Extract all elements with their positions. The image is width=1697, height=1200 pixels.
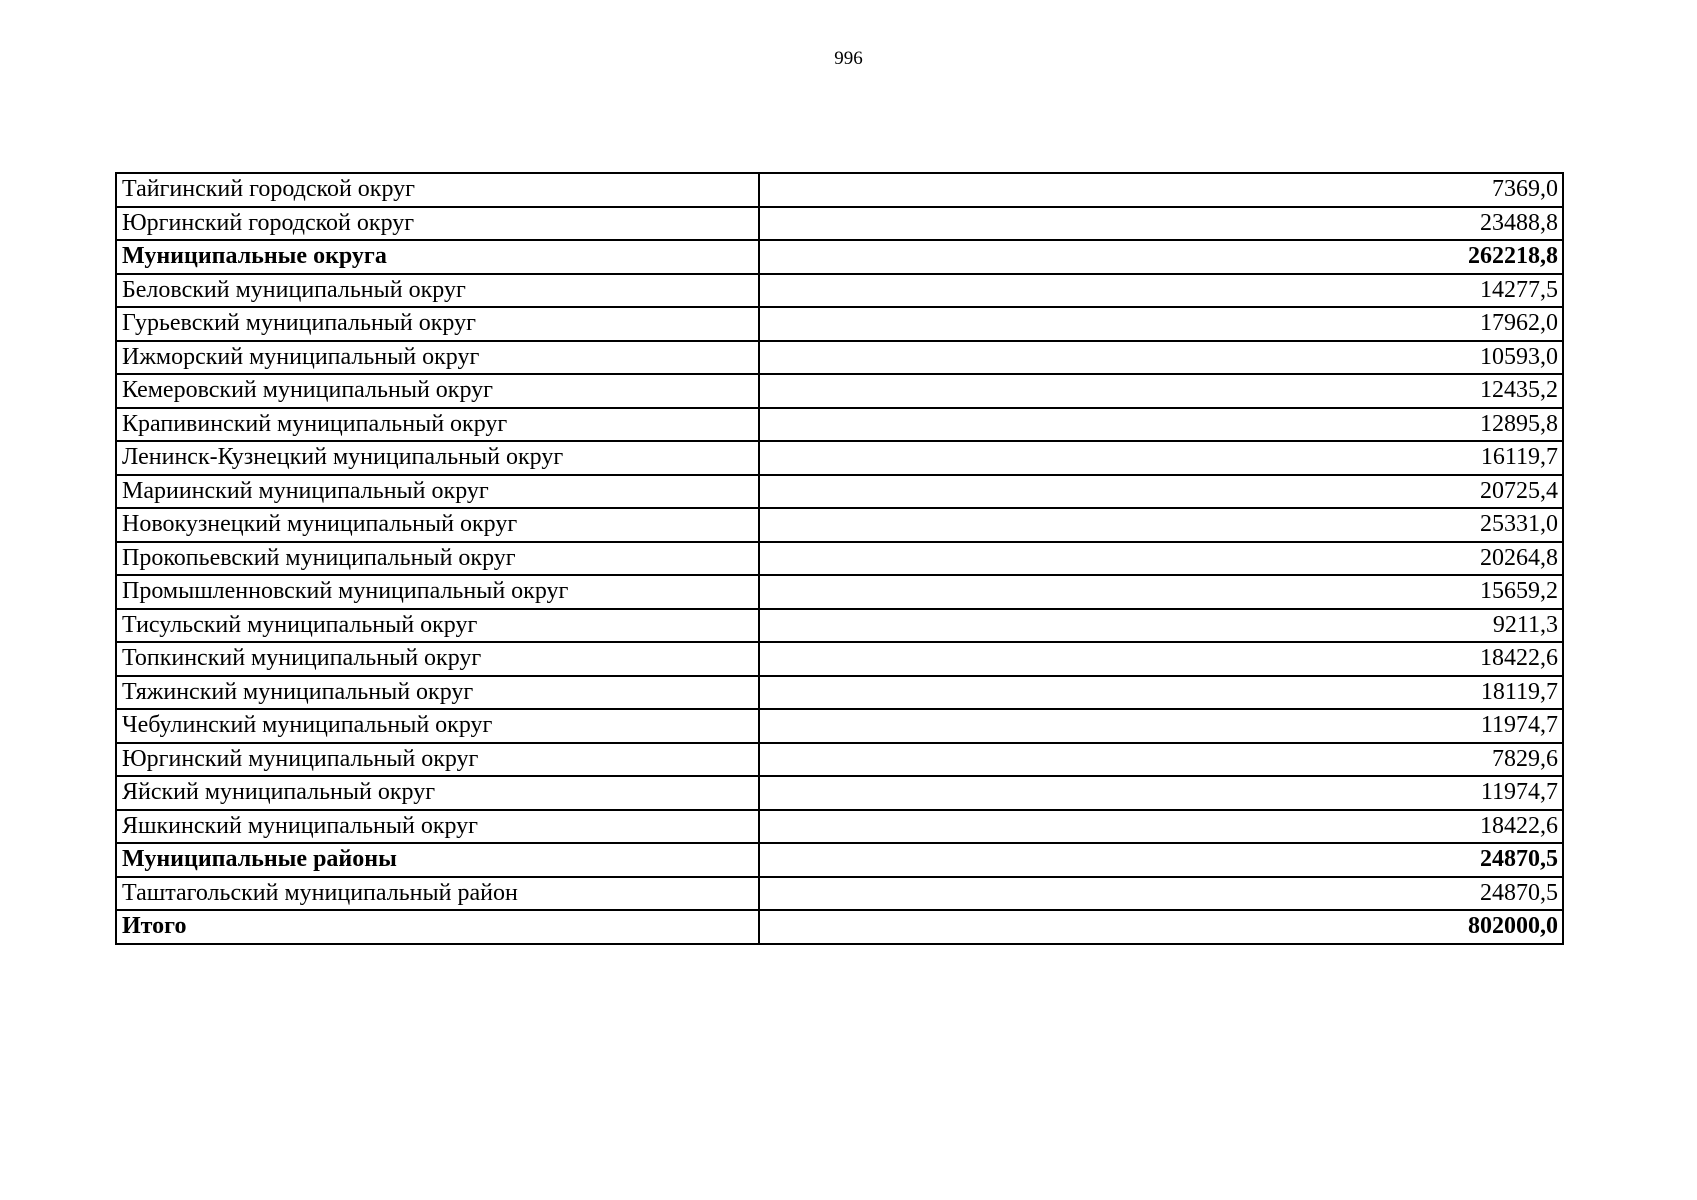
municipality-name-cell: Тайгинский городской округ xyxy=(116,173,759,207)
table-row xyxy=(116,374,1563,408)
municipality-name-cell: Кемеровский муниципальный округ xyxy=(116,374,759,408)
amount-cell: 20264,8 xyxy=(759,542,1563,576)
table-row xyxy=(116,810,1563,844)
table-row xyxy=(116,307,1563,341)
amount-cell: 18119,7 xyxy=(759,676,1563,710)
table-row xyxy=(116,609,1563,643)
table-row xyxy=(116,642,1563,676)
table-row xyxy=(116,709,1563,743)
municipality-name-cell: Гурьевский муниципальный округ xyxy=(116,307,759,341)
table-body xyxy=(116,173,1563,944)
table-row xyxy=(116,877,1563,911)
table-subtotal-row xyxy=(116,843,1563,877)
municipality-name-cell: Прокопьевский муниципальный округ xyxy=(116,542,759,576)
allocation-table xyxy=(115,172,1564,945)
amount-cell: 262218,8 xyxy=(759,240,1563,274)
municipality-name-cell: Ленинск-Кузнецкий муниципальный округ xyxy=(116,441,759,475)
amount-cell: 12895,8 xyxy=(759,408,1563,442)
amount-cell: 24870,5 xyxy=(759,877,1563,911)
table-subtotal-row xyxy=(116,910,1563,944)
amount-cell: 9211,3 xyxy=(759,609,1563,643)
table-row xyxy=(116,776,1563,810)
table-subtotal-row xyxy=(116,240,1563,274)
page-number: 996 xyxy=(834,48,863,69)
table-row xyxy=(116,441,1563,475)
amount-cell: 15659,2 xyxy=(759,575,1563,609)
municipality-name-cell: Тяжинский муниципальный округ xyxy=(116,676,759,710)
municipality-name-cell: Топкинский муниципальный округ xyxy=(116,642,759,676)
municipality-name-cell: Тисульский муниципальный округ xyxy=(116,609,759,643)
table-row xyxy=(116,173,1563,207)
amount-cell: 14277,5 xyxy=(759,274,1563,308)
amount-cell: 10593,0 xyxy=(759,341,1563,375)
amount-cell: 17962,0 xyxy=(759,307,1563,341)
table-row xyxy=(116,475,1563,509)
amount-cell: 7369,0 xyxy=(759,173,1563,207)
municipality-name-cell: Ижморский муниципальный округ xyxy=(116,341,759,375)
municipality-name-cell: Чебулинский муниципальный округ xyxy=(116,709,759,743)
amount-cell: 12435,2 xyxy=(759,374,1563,408)
table-row xyxy=(116,274,1563,308)
table-row xyxy=(116,575,1563,609)
municipality-name-cell: Новокузнецкий муниципальный округ xyxy=(116,508,759,542)
municipality-name-cell: Крапивинский муниципальный округ xyxy=(116,408,759,442)
municipality-name-cell: Таштагольский муниципальный район xyxy=(116,877,759,911)
amount-cell: 25331,0 xyxy=(759,508,1563,542)
municipality-name-cell: Муниципальные округа xyxy=(116,240,759,274)
table-row xyxy=(116,508,1563,542)
amount-cell: 24870,5 xyxy=(759,843,1563,877)
table-row xyxy=(116,743,1563,777)
municipality-name-cell: Яйский муниципальный округ xyxy=(116,776,759,810)
amount-cell: 11974,7 xyxy=(759,776,1563,810)
amount-cell: 18422,6 xyxy=(759,642,1563,676)
municipality-name-cell: Мариинский муниципальный округ xyxy=(116,475,759,509)
municipality-name-cell: Итого xyxy=(116,910,759,944)
municipality-name-cell: Юргинский муниципальный округ xyxy=(116,743,759,777)
municipality-name-cell: Муниципальные районы xyxy=(116,843,759,877)
amount-cell: 7829,6 xyxy=(759,743,1563,777)
table-row xyxy=(116,408,1563,442)
amount-cell: 18422,6 xyxy=(759,810,1563,844)
table-row xyxy=(116,207,1563,241)
municipality-name-cell: Беловский муниципальный округ xyxy=(116,274,759,308)
municipality-name-cell: Промышленновский муниципальный округ xyxy=(116,575,759,609)
table-row xyxy=(116,341,1563,375)
amount-cell: 802000,0 xyxy=(759,910,1563,944)
amount-cell: 20725,4 xyxy=(759,475,1563,509)
municipality-name-cell: Юргинский городской округ xyxy=(116,207,759,241)
amount-cell: 16119,7 xyxy=(759,441,1563,475)
amount-cell: 11974,7 xyxy=(759,709,1563,743)
table-row xyxy=(116,542,1563,576)
table-row xyxy=(116,676,1563,710)
amount-cell: 23488,8 xyxy=(759,207,1563,241)
municipality-name-cell: Яшкинский муниципальный округ xyxy=(116,810,759,844)
